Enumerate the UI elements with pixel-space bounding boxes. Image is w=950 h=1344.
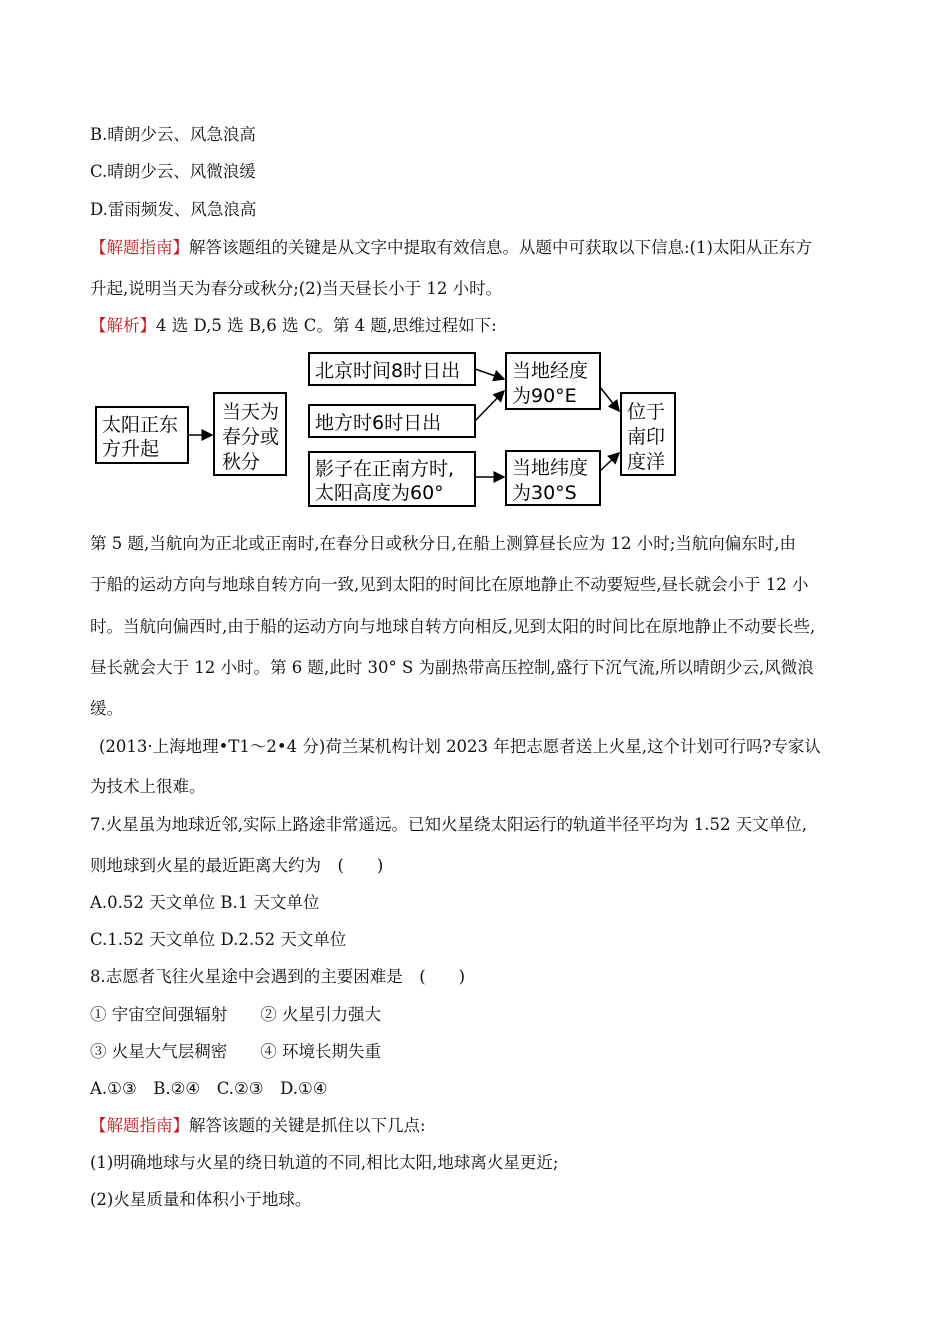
q7-options-cd: C.1.52 天文单位 D.2.52 天文单位 [90, 930, 347, 949]
q8-options: A.①③ B.②④ C.②③ D.①④ [90, 1079, 328, 1098]
arrow-longitude-to-result [600, 387, 619, 411]
explanation-line-4: 昼长就会大于 12 小时。第 6 题,此时 30° S 为副热带高压控制,盛行下沉气流,所以晴朗少云,风微浪 [90, 658, 814, 677]
box-equinox-line-2: 春分或 [222, 426, 280, 448]
box-equinox-line-1: 当天为 [222, 401, 280, 423]
q7-stem-line-2: 则地球到火星的最近距离大约为 ( ) [90, 856, 384, 875]
analysis-tag: 【解析】 [90, 316, 156, 335]
guide-tag: 【解题指南】 [90, 238, 189, 257]
box-result-line-1: 位于 [627, 401, 666, 423]
arrow-latitude-to-result [600, 453, 619, 471]
guide2-text: 解答该题的关键是抓住以下几点: [189, 1116, 426, 1135]
q8-items-34: ③ 火星大气层稠密 ④ 环境长期失重 [90, 1042, 381, 1061]
intro-line-2: 为技术上很难。 [90, 777, 206, 796]
box-latitude-line-1: 当地纬度 [512, 457, 589, 479]
box-longitude-line-1: 当地经度 [512, 360, 589, 382]
box-latitude-line-2: 为30°S [512, 482, 577, 504]
intro-line-1: (2013·上海地理•T1～2•4 分)荷兰某机构计划 2023 年把志愿者送上火星,这个计划可行吗?专家认 [99, 737, 821, 756]
box-longitude-line-2: 为90°E [512, 385, 577, 407]
guide-text: 解答该题组的关键是从文字中提取有效信息。从题中可获取以下信息:(1)太阳从正东方 [189, 238, 812, 257]
guide2-line [90, 1118, 426, 1135]
explanation-line-5: 缓。 [90, 699, 123, 718]
explanation-line-2: 于船的运动方向与地球自转方向一致,见到太阳的时间比在原地静止不动要短些,昼长就会小于 12 小 [90, 575, 809, 594]
arrow-local-to-longitude [475, 391, 504, 421]
q8-stem: 8.志愿者飞往火星途中会遇到的主要困难是 ( ) [90, 967, 466, 986]
box-sun-line-2: 方升起 [102, 438, 160, 460]
guide-line-2: 升起,说明当天为春分或秋分;(2)当天昼长小于 12 小时。 [90, 279, 503, 298]
box-equinox-line-3: 秋分 [222, 451, 261, 473]
box-result-line-3: 度洋 [627, 451, 666, 473]
analysis-line [90, 318, 497, 335]
explanation-line-3: 时。当航向偏西时,由于船的运动方向与地球自转方向相反,见到太阳的时间比在原地静止不动要长些, [90, 617, 816, 636]
option-d: D.雷雨频发、风急浪高 [90, 200, 257, 219]
q7-options-ab: A.0.52 天文单位 B.1 天文单位 [90, 893, 320, 912]
box-local-text: 地方时6时日出 [315, 412, 442, 434]
box-sun-line-1: 太阳正东 [102, 414, 179, 436]
guide2-point-2: (2)火星质量和体积小于地球。 [90, 1190, 312, 1209]
arrow-beijing-to-longitude [475, 369, 504, 379]
guide2-point-1: (1)明确地球与火星的绕日轨道的不同,相比太阳,地球离火星更近; [90, 1153, 559, 1172]
box-result-line-2: 南印 [627, 426, 666, 448]
q7-stem-line-1: 7.火星虽为地球近邻,实际上路途非常遥远。已知火星绕太阳运行的轨道半径平均为 1.52 天文单位, [90, 815, 807, 834]
reasoning-flowchart [92, 349, 692, 513]
box-beijing-text: 北京时间8时日出 [315, 360, 461, 382]
option-b: B.晴朗少云、风急浪高 [90, 125, 256, 144]
box-shadow-line-2: 太阳高度为60° [315, 482, 444, 504]
guide-line-1 [90, 240, 812, 257]
guide2-tag: 【解题指南】 [90, 1116, 189, 1135]
q8-items-12: ① 宇宙空间强辐射 ② 火星引力强大 [90, 1005, 381, 1024]
analysis-text: 4 选 D,5 选 B,6 选 C。第 4 题,思维过程如下: [156, 316, 497, 335]
explanation-line-1: 第 5 题,当航向为正北或正南时,在春分日或秋分日,在船上测算昼长应为 12 小时;当航向偏东时,由 [90, 534, 797, 553]
option-c: C.晴朗少云、风微浪缓 [90, 162, 256, 181]
box-shadow-line-1: 影子在正南方时, [315, 458, 455, 480]
